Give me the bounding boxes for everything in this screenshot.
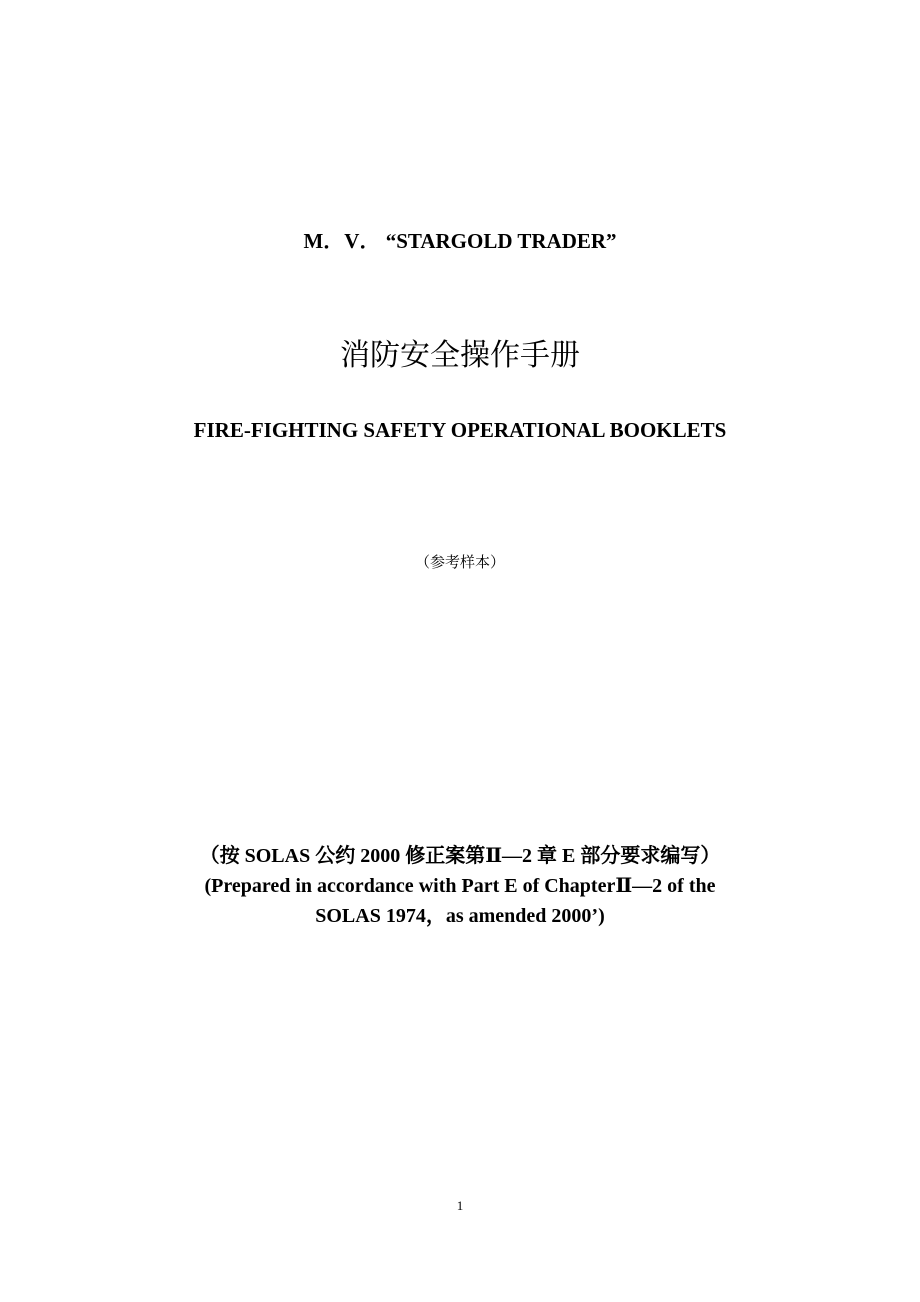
preparation-note-english-line-1: (Prepared in accordance with Part E of ChapterⅡ—2 of the bbox=[204, 875, 716, 897]
english-title: FIRE-FIGHTING SAFETY OPERATIONAL BOOKLETS bbox=[193, 418, 727, 442]
sample-note: （参考样本） bbox=[414, 553, 505, 571]
page-number: 1 bbox=[456, 1198, 464, 1213]
vessel-name: M．V． “STARGOLD TRADER” bbox=[303, 229, 617, 253]
preparation-note-chinese: （按 SOLAS 公约 2000 修正案第Ⅱ—2 章 E 部分要求编写） bbox=[199, 845, 721, 867]
preparation-note-english-line-2: SOLAS 1974，as amended 2000’) bbox=[315, 905, 605, 927]
chinese-title: 消防安全操作手册 bbox=[340, 338, 580, 373]
